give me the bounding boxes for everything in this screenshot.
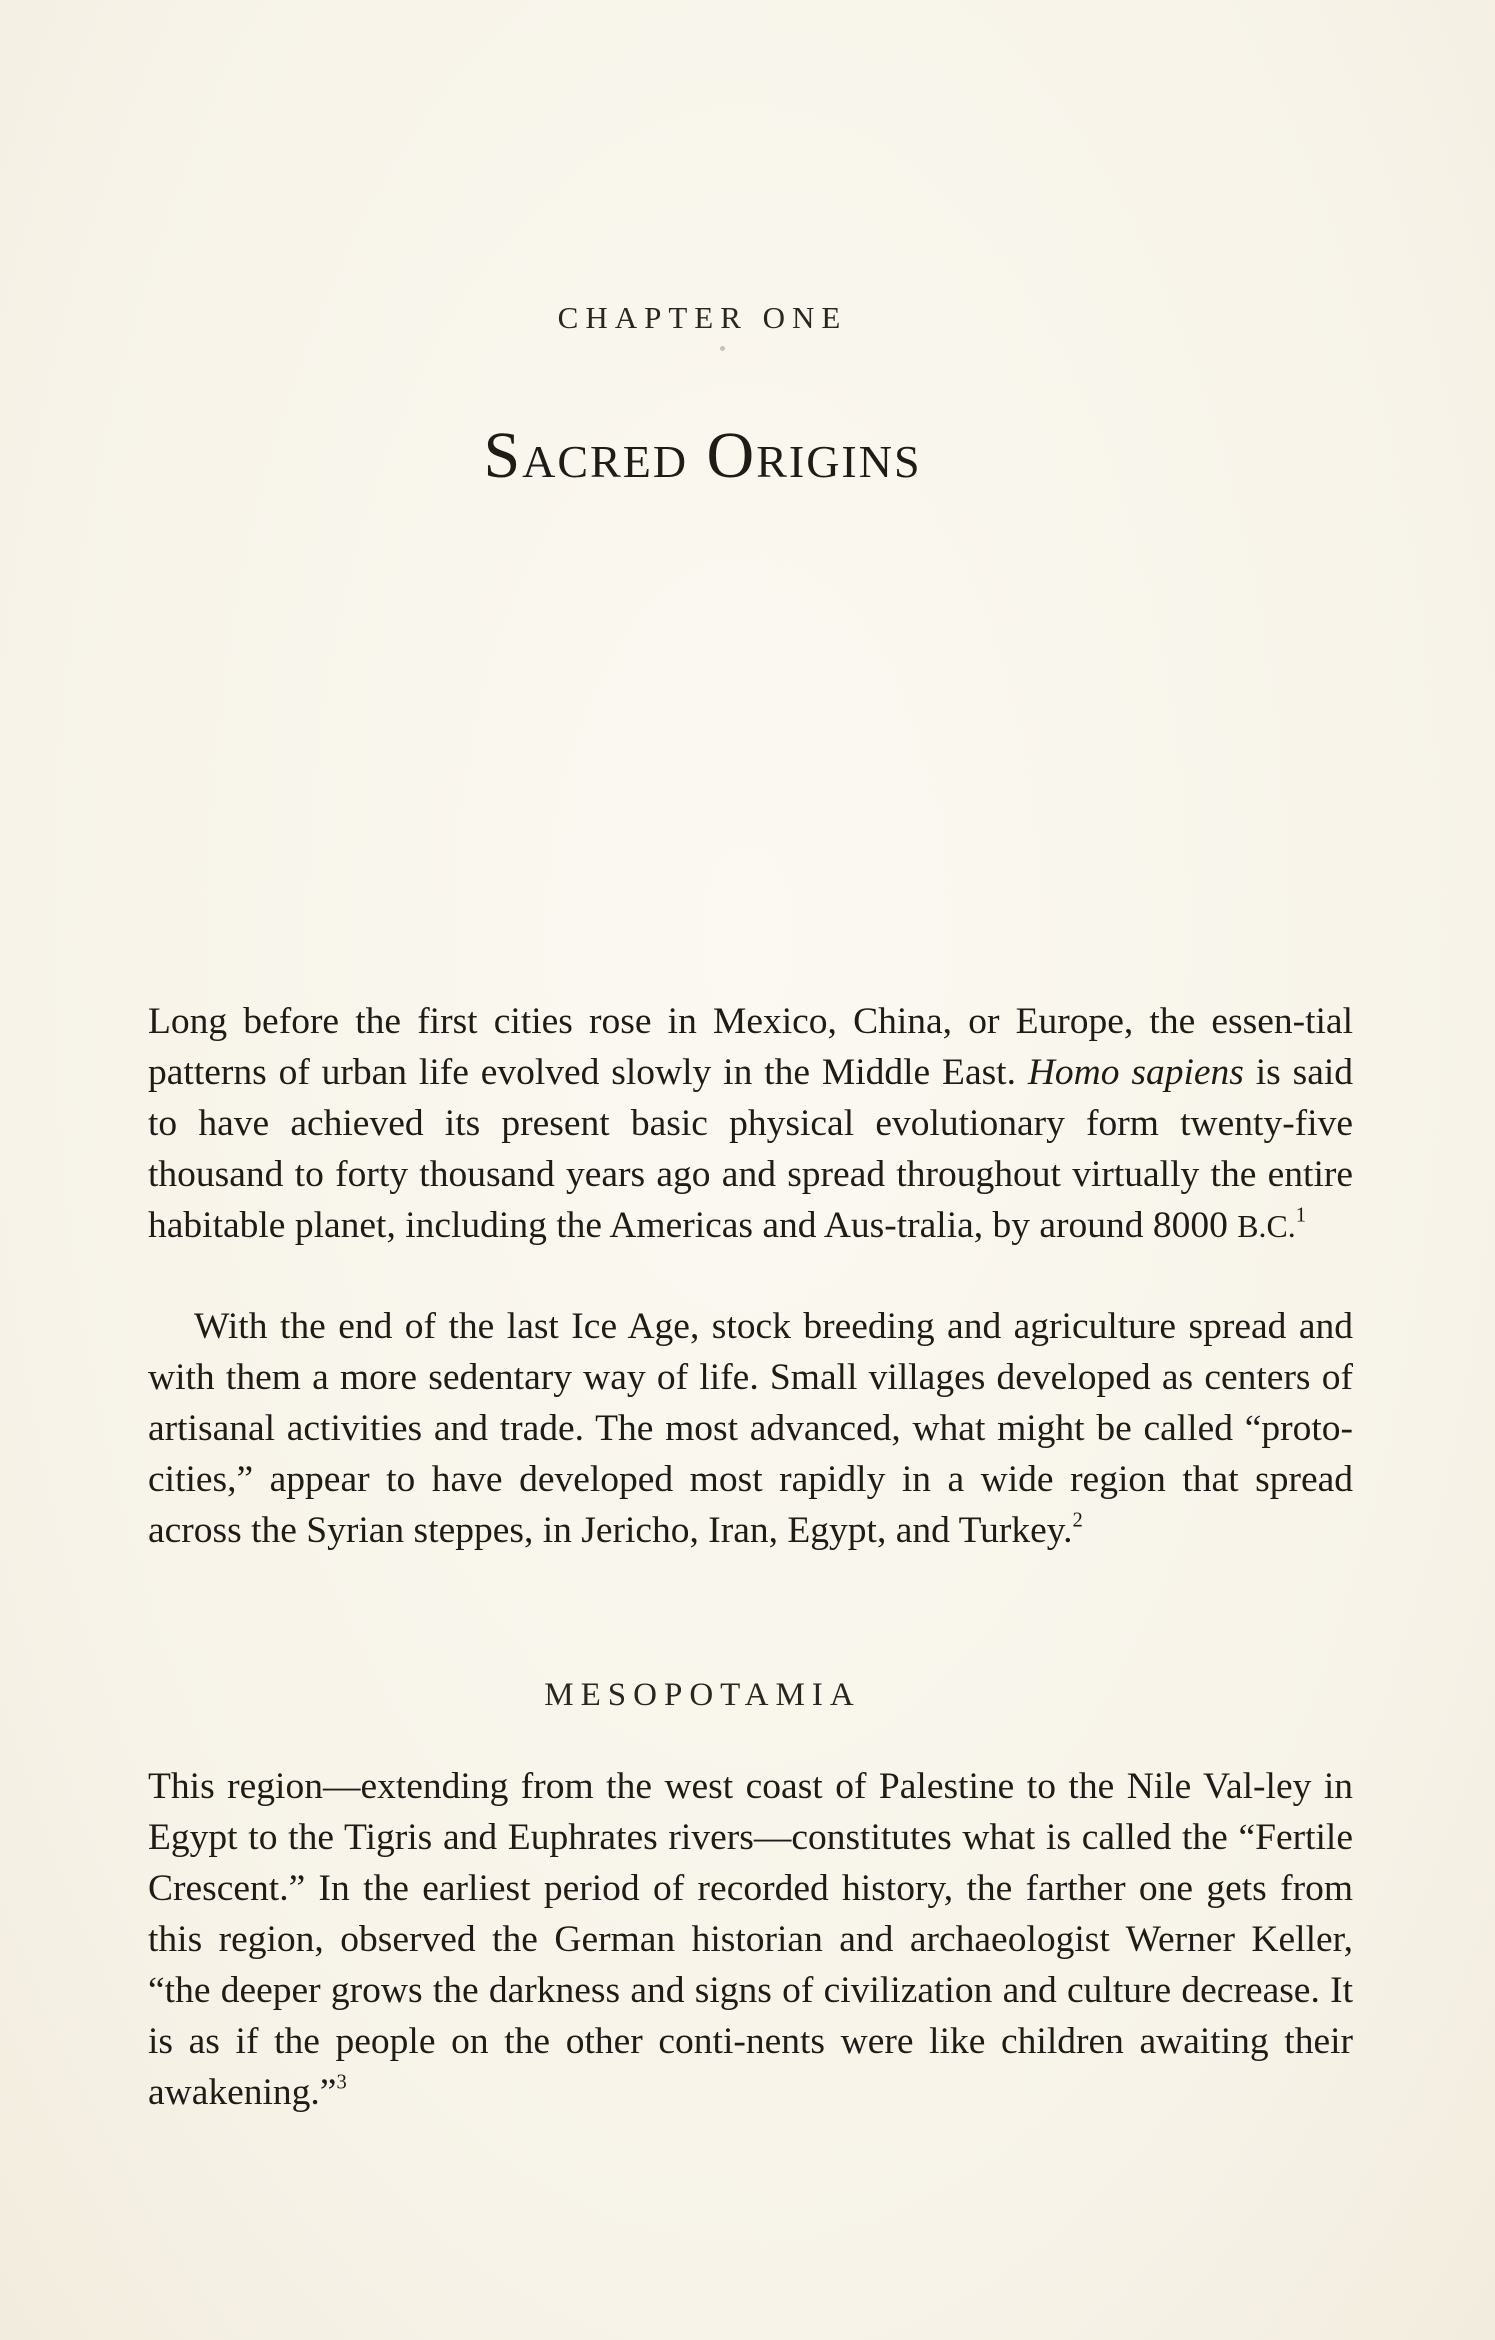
chapter-label: CHAPTER ONE <box>557 300 848 335</box>
paragraph-3-text: This region—extending from the west coast of Palestine to the Nile Val-ley in Egypt to the Tigris and Euphrates rivers—constitutes what is called the “Fertile Crescent.” In the earliest period of recorded history, the farther one gets from this region, observed the German historian and archaeologist Werner Keller, “the deeper grows the darkness and signs of civilization and culture decrease. It is as if the people on the other conti-nents were like children awaiting their awakening.” <box>148 1766 1353 2113</box>
paragraph-1-era: B.C. <box>1237 1209 1296 1244</box>
paragraph-1-text-end: is said to have achieved its present basic physical evolutionary form twenty-five thousand to forty thousand years ago and spread throughout virtually the entire habitable planet, including the Americas and Aus-tralia, by around 8000 <box>148 1052 1354 1246</box>
section-heading: MESOPOTAMIA <box>544 1677 861 1713</box>
paragraph-1-text-start: Long before the first cities rose in Mexico, China, or Europe, the essen-tial patterns of urban life evolved slowly in the Middle East. <box>148 1001 1353 1093</box>
footnote-ref-1[interactable]: 1 <box>1295 1204 1307 1227</box>
chapter-title: Sacred Origins <box>483 419 922 492</box>
paragraph-1 <box>148 996 1353 1252</box>
paragraph-2-text: With the end of the last Ice Age, stock breeding and agriculture spread and with them a more sedentary way of life. Small villages developed as centers of artisanal activities and trade. The most advanced, what might be called “proto-cities,” appear to have developed most rapidly in a wide region that spread across the Syrian steppes, in Jericho, Iran, Egypt, and Turkey. <box>148 1306 1353 1551</box>
footnote-ref-3[interactable]: 3 <box>336 2071 347 2094</box>
paragraph-1-italic-term: Homo sapiens <box>1027 1052 1244 1093</box>
footnote-ref-2[interactable]: 2 <box>1072 1509 1083 1532</box>
paper-speck <box>720 346 725 351</box>
paragraph-2 <box>148 1301 1353 1556</box>
paragraph-3 <box>148 1761 1353 2118</box>
